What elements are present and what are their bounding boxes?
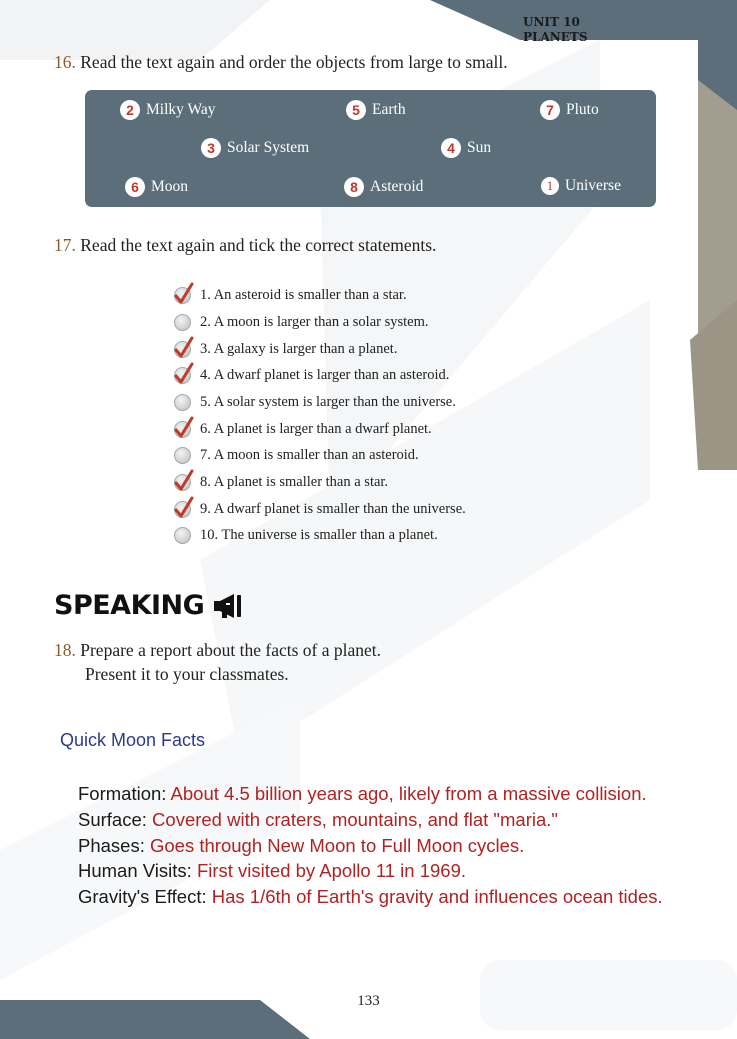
fact-label: Formation: <box>78 783 171 804</box>
object-label: Universe <box>565 177 621 194</box>
statement-item[interactable] <box>172 472 388 492</box>
statement-text: 2. A moon is larger than a solar system. <box>200 313 429 330</box>
question-text: Read the text again and order the objects from large to small. <box>80 52 508 72</box>
red-check-icon <box>172 361 194 385</box>
fact-value: Goes through New Moon to Full Moon cycles. <box>150 834 525 856</box>
object-item <box>125 177 188 197</box>
unit-header <box>523 15 587 45</box>
object-item <box>346 100 406 120</box>
tick-checkbox[interactable] <box>172 339 192 359</box>
statement-text: 7. A moon is smaller than an asteroid. <box>200 446 419 463</box>
rank-badge: 1 <box>541 177 559 195</box>
tick-checkbox[interactable] <box>172 525 192 545</box>
unit-label: UNIT 10 <box>523 15 580 29</box>
object-label: Sun <box>467 139 492 156</box>
object-item <box>120 100 216 120</box>
object-item <box>441 138 491 158</box>
object-label: Earth <box>372 101 406 118</box>
statement-text: 6. A planet is larger than a dwarf planet. <box>200 420 432 437</box>
statement-text: 1. An asteroid is smaller than a star. <box>200 286 407 303</box>
object-label: Milky Way <box>146 101 216 118</box>
question-text-line2: Present it to your classmates. <box>85 664 289 684</box>
statement-item[interactable] <box>172 392 456 412</box>
speaking-title: SPEAKING <box>54 590 205 621</box>
red-check-icon <box>172 468 194 492</box>
fact-value: About 4.5 billion years ago, likely from a massive collision. <box>170 783 647 804</box>
statement-text: 3. A galaxy is larger than a planet. <box>200 340 398 357</box>
question-number: 17. <box>54 235 76 255</box>
rank-badge: 8 <box>344 177 364 197</box>
tick-checkbox[interactable] <box>172 392 192 412</box>
fact-item <box>78 807 663 833</box>
tick-checkbox[interactable] <box>172 365 192 385</box>
rank-badge: 4 <box>441 138 461 158</box>
question-16 <box>54 52 508 73</box>
tick-checkbox[interactable] <box>172 312 192 332</box>
rank-badge: 2 <box>120 100 140 120</box>
statement-item[interactable] <box>172 365 449 385</box>
megaphone-icon <box>212 591 246 621</box>
fact-value: Has 1/6th of Earth's gravity and influences ocean tides. <box>211 886 663 908</box>
red-check-icon <box>172 495 194 519</box>
question-text: Read the text again and tick the correct statements. <box>80 235 437 255</box>
object-item <box>344 177 423 197</box>
speaking-heading <box>54 590 246 621</box>
fact-label: Gravity's Effect: <box>78 886 212 908</box>
page-number: 133 <box>357 993 380 1009</box>
object-label: Asteroid <box>370 178 424 195</box>
fact-label: Surface: <box>78 808 153 830</box>
object-item <box>201 138 309 158</box>
facts-list <box>78 781 663 910</box>
red-check-icon <box>172 281 194 305</box>
object-item <box>540 100 599 120</box>
statement-text: 10. The universe is smaller than a planet. <box>200 526 438 543</box>
unit-title: PLANETS <box>523 30 588 44</box>
red-check-icon <box>172 415 194 439</box>
fact-value: Covered with craters, mountains, and flat "maria." <box>152 808 558 830</box>
tick-checkbox[interactable] <box>172 499 192 519</box>
tick-checkbox[interactable] <box>172 285 192 305</box>
statement-item[interactable] <box>172 499 466 519</box>
statement-item[interactable] <box>172 339 397 359</box>
statement-text: 9. A dwarf planet is smaller than the universe. <box>200 500 466 517</box>
fact-value: First visited by Apollo 11 in 1969. <box>196 860 467 882</box>
object-label: Solar System <box>227 139 310 156</box>
fact-label: Phases: <box>78 834 150 856</box>
fact-item <box>78 884 663 910</box>
question-text: Prepare a report about the facts of a planet. <box>80 640 382 660</box>
statement-text: 5. A solar system is larger than the universe. <box>200 393 456 410</box>
rank-badge: 7 <box>540 100 560 120</box>
object-label: Pluto <box>566 101 599 118</box>
facts-title: Quick Moon Facts <box>60 730 206 750</box>
question-17 <box>54 235 436 256</box>
object-label: Moon <box>151 178 189 195</box>
statement-text: 8. A planet is smaller than a star. <box>200 473 389 490</box>
question-number: 16. <box>54 52 76 72</box>
tick-checkbox[interactable] <box>172 445 192 465</box>
statement-item[interactable] <box>172 419 432 439</box>
rank-badge: 6 <box>125 177 145 197</box>
rank-badge: 3 <box>201 138 221 158</box>
fact-label: Human Visits: <box>78 860 197 882</box>
rank-badge: 5 <box>346 100 366 120</box>
statement-item[interactable] <box>172 445 419 465</box>
order-objects-panel <box>85 90 656 207</box>
statement-text: 4. A dwarf planet is larger than an asteroid. <box>200 366 450 383</box>
tick-checkbox[interactable] <box>172 419 192 439</box>
statement-item[interactable] <box>172 285 407 305</box>
object-item <box>541 177 621 195</box>
statement-item[interactable] <box>172 525 438 545</box>
fact-item <box>78 833 663 859</box>
tick-checkbox[interactable] <box>172 472 192 492</box>
fact-item <box>78 781 663 807</box>
statement-item[interactable] <box>172 312 428 332</box>
red-check-icon <box>172 335 194 359</box>
fact-item <box>78 858 663 884</box>
question-18 <box>54 638 381 686</box>
question-number: 18. <box>54 640 76 660</box>
